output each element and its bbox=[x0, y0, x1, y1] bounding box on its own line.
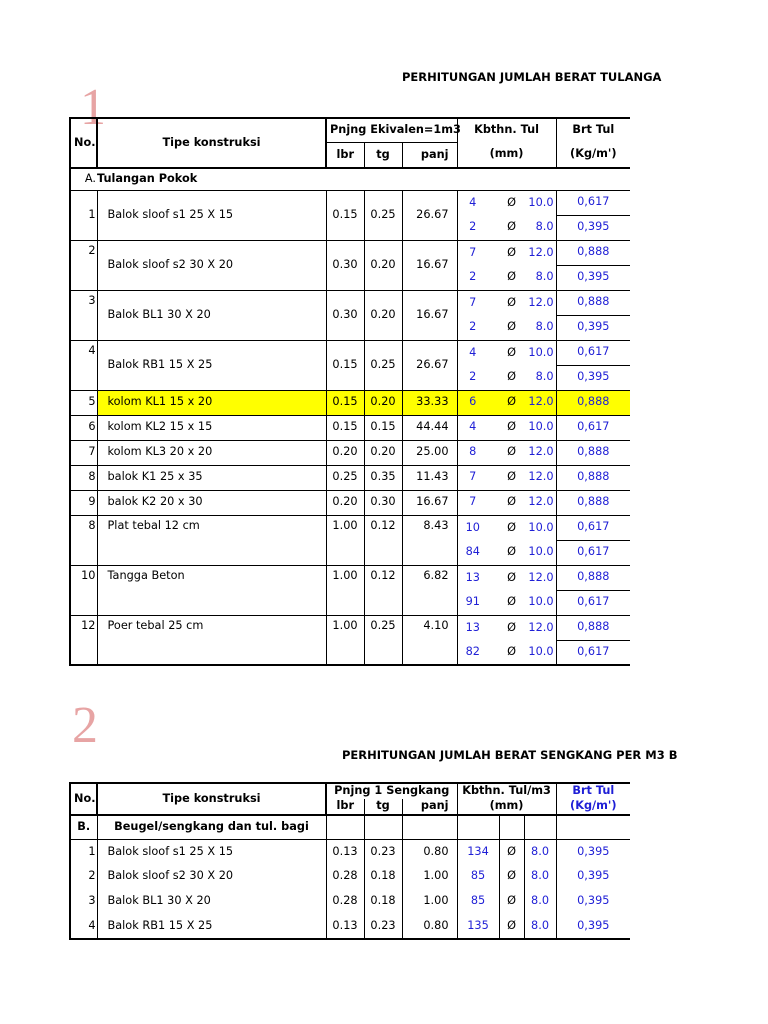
bar-unit-weight: 0,888 bbox=[556, 615, 630, 640]
bar-count: 85 bbox=[457, 889, 499, 914]
diameter-symbol: Ø bbox=[507, 295, 516, 309]
lbr-value: 1.00 bbox=[326, 615, 364, 665]
bar-diameter: 8.0 bbox=[524, 215, 556, 240]
bar-count: 85 bbox=[457, 864, 499, 889]
bar-diameter: 8.0 bbox=[524, 839, 556, 864]
bar-unit-weight: 0,617 bbox=[556, 515, 630, 540]
lbr-value: 0.15 bbox=[326, 340, 364, 390]
panj-value: 4.10 bbox=[402, 615, 457, 665]
diameter-symbol: Ø bbox=[507, 620, 516, 634]
empty-cell bbox=[499, 815, 524, 839]
bar-count: 134 bbox=[457, 839, 499, 864]
row-number: 6 bbox=[70, 415, 97, 440]
bar-diameter: 10.0 bbox=[524, 515, 556, 540]
table-row bbox=[70, 839, 630, 864]
bar-diameter: 12.0 bbox=[524, 240, 556, 265]
rebar-weight-table bbox=[69, 117, 630, 666]
construction-type: Balok sloof s1 25 X 15 bbox=[97, 190, 326, 240]
col-kgm-header: (Kg/m') bbox=[556, 142, 630, 168]
table-row bbox=[70, 190, 630, 215]
bar-diameter: 10.0 bbox=[524, 190, 556, 215]
bar-count: 7 bbox=[457, 490, 499, 515]
panj-value: 16.67 bbox=[402, 240, 457, 290]
col-mm-header: (mm) bbox=[457, 799, 556, 815]
diameter-symbol: Ø bbox=[499, 265, 524, 290]
section-1-title: PERHITUNGAN JUMLAH BERAT TULANGA bbox=[402, 70, 662, 84]
col-kbthn-header: Kbthn. Tul/m3 bbox=[457, 783, 556, 799]
tg-value: 0.23 bbox=[364, 914, 402, 939]
header-row-1 bbox=[70, 783, 630, 799]
panj-value: 1.00 bbox=[402, 889, 457, 914]
construction-type: Balok RB1 15 X 25 bbox=[97, 914, 326, 939]
lbr-value: 0.15 bbox=[326, 390, 364, 415]
tg-value: 0.20 bbox=[364, 440, 402, 465]
col-brt-header: Brt Tul bbox=[556, 783, 630, 799]
header-row-1 bbox=[70, 118, 630, 142]
row-number: 3 bbox=[70, 889, 97, 914]
lbr-value: 0.28 bbox=[326, 864, 364, 889]
lbr-value: 0.13 bbox=[326, 839, 364, 864]
bar-count: 7 bbox=[469, 295, 477, 309]
bar-unit-weight: 0,888 bbox=[556, 465, 630, 490]
construction-type: Balok sloof s2 30 X 20 bbox=[97, 240, 326, 290]
construction-type: Plat tebal 12 cm bbox=[97, 515, 326, 565]
lbr-value: 0.30 bbox=[326, 290, 364, 340]
bar-count: 2 bbox=[457, 315, 499, 340]
lbr-value: 0.30 bbox=[326, 240, 364, 290]
bar-diameter: 10.0 bbox=[524, 415, 556, 440]
empty-cell bbox=[364, 815, 402, 839]
group-number: B. bbox=[70, 815, 97, 839]
diameter-symbol: Ø bbox=[499, 590, 524, 615]
group-row bbox=[70, 815, 630, 839]
diameter-symbol: Ø bbox=[499, 390, 524, 415]
bar-count: 7 bbox=[469, 245, 477, 259]
bar-diameter: 12.0 bbox=[524, 290, 556, 315]
tg-value: 0.20 bbox=[364, 290, 402, 340]
diameter-symbol: Ø bbox=[499, 465, 524, 490]
bar-diameter: 12.0 bbox=[524, 615, 556, 640]
tg-value: 0.35 bbox=[364, 465, 402, 490]
row-number: 2 bbox=[70, 240, 97, 290]
panj-value: 16.67 bbox=[402, 290, 457, 340]
bar-unit-weight: 0,395 bbox=[577, 894, 610, 908]
diameter-symbol: Ø bbox=[499, 415, 524, 440]
diameter-symbol: Ø bbox=[499, 889, 524, 914]
table-row bbox=[70, 864, 630, 889]
bar-count: 2 bbox=[457, 265, 499, 290]
bar-count: 2 bbox=[457, 365, 499, 390]
diameter-symbol: Ø bbox=[499, 315, 524, 340]
row-number: 4 bbox=[70, 340, 97, 390]
diameter-symbol: Ø bbox=[499, 490, 524, 515]
lbr-value: 1.00 bbox=[326, 515, 364, 565]
construction-type: Balok RB1 15 X 25 bbox=[97, 340, 326, 390]
bar-unit-weight: 0,888 bbox=[556, 240, 630, 265]
bar-unit-weight: 0,395 bbox=[556, 914, 630, 939]
panj-value: 0.80 bbox=[402, 914, 457, 939]
bar-diameter: 8.0 bbox=[524, 889, 556, 914]
diameter-symbol: Ø bbox=[507, 245, 516, 259]
bar-diameter: 10.0 bbox=[524, 640, 556, 665]
group-label: Tulangan Pokok bbox=[97, 168, 630, 190]
row-number: 4 bbox=[70, 914, 97, 939]
panj-value: 8.43 bbox=[402, 515, 457, 565]
bar-count: 8 bbox=[457, 440, 499, 465]
table-row bbox=[70, 565, 630, 590]
bar-unit-weight: 0,395 bbox=[556, 215, 630, 240]
col-lbr-header: lbr bbox=[326, 799, 364, 815]
col-panj-header: panj bbox=[402, 799, 457, 815]
tg-value: 0.30 bbox=[364, 490, 402, 515]
diameter-symbol: Ø bbox=[499, 440, 524, 465]
col-panj-header: panj bbox=[402, 142, 457, 168]
diameter-symbol: Ø bbox=[499, 914, 524, 939]
bar-count: 135 bbox=[457, 914, 499, 939]
bar-diameter: 10.0 bbox=[524, 540, 556, 565]
table-row bbox=[70, 240, 630, 265]
bar-unit-weight: 0,888 bbox=[556, 490, 630, 515]
panj-value: 25.00 bbox=[402, 440, 457, 465]
table-row bbox=[70, 490, 630, 515]
row-number: 3 bbox=[70, 290, 97, 340]
group-label: Beugel/sengkang dan tul. bagi bbox=[97, 815, 326, 839]
table-row bbox=[70, 515, 630, 540]
col-mm-header: (mm) bbox=[457, 142, 556, 168]
row-number: 1 bbox=[70, 190, 97, 240]
col-kgm-header: (Kg/m') bbox=[556, 799, 630, 815]
diameter-symbol: Ø bbox=[499, 365, 524, 390]
tg-value: 0.25 bbox=[364, 340, 402, 390]
bar-count: 6 bbox=[457, 390, 499, 415]
bar-count: 4 bbox=[469, 345, 477, 359]
bar-unit-weight: 0,617 bbox=[556, 340, 630, 365]
table-row bbox=[70, 914, 630, 939]
col-brt-header: Brt Tul bbox=[556, 118, 630, 142]
diameter-symbol: Ø bbox=[499, 640, 524, 665]
lbr-value: 0.13 bbox=[326, 914, 364, 939]
construction-type: Tangga Beton bbox=[97, 565, 326, 615]
tg-value: 0.20 bbox=[364, 240, 402, 290]
bar-diameter: 8.0 bbox=[524, 315, 556, 340]
bar-unit-weight: 0,395 bbox=[556, 315, 630, 340]
table-row bbox=[70, 290, 630, 315]
col-tipe-header: Tipe konstruksi bbox=[97, 783, 326, 815]
panj-value: 11.43 bbox=[402, 465, 457, 490]
bar-unit-weight: 0,888 bbox=[556, 290, 630, 315]
construction-type: Balok sloof s2 30 X 20 bbox=[107, 869, 234, 883]
bar-diameter: 12.0 bbox=[524, 465, 556, 490]
bar-unit-weight: 0,888 bbox=[556, 565, 630, 590]
panj-value: 33.33 bbox=[402, 390, 457, 415]
col-tg-header: tg bbox=[364, 142, 402, 168]
lbr-value: 0.20 bbox=[326, 490, 364, 515]
diameter-symbol: Ø bbox=[507, 570, 516, 584]
construction-type: Poer tebal 25 cm bbox=[97, 615, 326, 665]
panj-value: 16.67 bbox=[402, 490, 457, 515]
bar-diameter: 12.0 bbox=[524, 565, 556, 590]
bar-unit-weight: 0,617 bbox=[556, 640, 630, 665]
row-number: 2 bbox=[70, 864, 97, 889]
section-2-title: PERHITUNGAN JUMLAH BERAT SENGKANG PER M3 B bbox=[342, 748, 678, 762]
bar-diameter: 10.0 bbox=[524, 340, 556, 365]
bar-count: 10 bbox=[465, 520, 480, 534]
col-no-header: No. bbox=[70, 118, 97, 168]
table-row bbox=[70, 415, 630, 440]
bar-unit-weight: 0,395 bbox=[556, 265, 630, 290]
bar-count: 84 bbox=[457, 540, 499, 565]
table-row bbox=[70, 889, 630, 914]
bar-unit-weight: 0,617 bbox=[556, 415, 630, 440]
lbr-value: 0.15 bbox=[326, 190, 364, 240]
col-kbthn-header: Kbthn. Tul bbox=[457, 118, 556, 142]
col-lbr-header: lbr bbox=[326, 142, 364, 168]
diameter-symbol: Ø bbox=[499, 839, 524, 864]
bar-diameter: 12.0 bbox=[524, 490, 556, 515]
bar-count: 82 bbox=[457, 640, 499, 665]
empty-cell bbox=[524, 815, 556, 839]
bar-diameter: 8.0 bbox=[524, 265, 556, 290]
row-number: 7 bbox=[70, 440, 97, 465]
panj-value: 26.67 bbox=[402, 340, 457, 390]
col-no-header: No. bbox=[70, 783, 97, 815]
table-row bbox=[70, 465, 630, 490]
col-tipe-header: Tipe konstruksi bbox=[97, 118, 326, 168]
col-pnjng-header: Pnjng Ekivalen=1m3 bbox=[326, 118, 457, 142]
empty-cell bbox=[457, 815, 499, 839]
row-number: 9 bbox=[70, 490, 97, 515]
bar-unit-weight: 0,395 bbox=[556, 365, 630, 390]
row-number: 8 bbox=[70, 515, 97, 565]
panj-value: 6.82 bbox=[402, 565, 457, 615]
table-row bbox=[70, 615, 630, 640]
bar-diameter: 12.0 bbox=[524, 390, 556, 415]
tg-value: 0.12 bbox=[364, 565, 402, 615]
bar-unit-weight: 0,617 bbox=[556, 540, 630, 565]
bar-diameter: 12.0 bbox=[524, 440, 556, 465]
diameter-symbol: Ø bbox=[499, 540, 524, 565]
table-row bbox=[70, 340, 630, 365]
diameter-symbol: Ø bbox=[499, 215, 524, 240]
bar-count: 7 bbox=[457, 465, 499, 490]
tg-value: 0.18 bbox=[364, 864, 402, 889]
row-number: 1 bbox=[70, 839, 97, 864]
tg-value: 0.15 bbox=[364, 415, 402, 440]
lbr-value: 0.25 bbox=[326, 465, 364, 490]
construction-type: Balok BL1 30 X 20 bbox=[97, 290, 326, 340]
bar-count: 4 bbox=[457, 415, 499, 440]
group-row bbox=[70, 168, 630, 190]
diameter-symbol: Ø bbox=[507, 520, 516, 534]
panj-value: 1.00 bbox=[402, 864, 457, 889]
bar-unit-weight: 0,888 bbox=[556, 440, 630, 465]
row-number: 10 bbox=[70, 565, 97, 615]
table-row bbox=[70, 440, 630, 465]
construction-type: kolom KL3 20 x 20 bbox=[97, 440, 326, 465]
tg-value: 0.12 bbox=[364, 515, 402, 565]
empty-cell bbox=[326, 815, 364, 839]
bar-unit-weight: 0,888 bbox=[556, 390, 630, 415]
bar-diameter: 8.0 bbox=[524, 914, 556, 939]
col-pnjng-header: Pnjng 1 Sengkang bbox=[326, 783, 457, 799]
construction-type: kolom KL2 15 x 15 bbox=[97, 415, 326, 440]
empty-cell bbox=[402, 815, 457, 839]
bar-unit-weight: 0,617 bbox=[556, 590, 630, 615]
tg-value: 0.18 bbox=[364, 889, 402, 914]
construction-type: kolom KL1 15 x 20 bbox=[97, 390, 326, 415]
bar-diameter: 8.0 bbox=[524, 864, 556, 889]
tg-value: 0.25 bbox=[364, 190, 402, 240]
lbr-value: 0.20 bbox=[326, 440, 364, 465]
tg-value: 0.25 bbox=[364, 615, 402, 665]
row-number: 12 bbox=[70, 615, 97, 665]
bar-count: 91 bbox=[457, 590, 499, 615]
bar-unit-weight: 0,395 bbox=[577, 869, 610, 883]
construction-type: Balok BL1 30 X 20 bbox=[107, 894, 211, 908]
bar-diameter: 8.0 bbox=[524, 365, 556, 390]
bar-count: 4 bbox=[469, 195, 477, 209]
diameter-symbol: Ø bbox=[507, 195, 516, 209]
bar-unit-weight: 0,395 bbox=[577, 844, 610, 858]
bar-diameter: 10.0 bbox=[524, 590, 556, 615]
construction-type: balok K1 25 x 35 bbox=[97, 465, 326, 490]
bar-count: 13 bbox=[465, 620, 480, 634]
panj-value: 44.44 bbox=[402, 415, 457, 440]
tg-value: 0.20 bbox=[364, 390, 402, 415]
bar-unit-weight: 0,617 bbox=[556, 190, 630, 215]
section-1-marker: 1 bbox=[80, 79, 106, 136]
diameter-symbol: Ø bbox=[499, 864, 524, 889]
lbr-value: 1.00 bbox=[326, 565, 364, 615]
construction-type: balok K2 20 x 30 bbox=[97, 490, 326, 515]
stirrup-weight-table bbox=[69, 782, 630, 940]
bar-count: 13 bbox=[465, 570, 480, 584]
section-2-marker: 2 bbox=[72, 697, 98, 754]
row-number: 8 bbox=[70, 465, 97, 490]
col-tg-header: tg bbox=[364, 799, 402, 815]
panj-value: 26.67 bbox=[402, 190, 457, 240]
construction-type: Balok sloof s1 25 X 15 bbox=[107, 844, 234, 858]
table-row bbox=[70, 390, 630, 415]
diameter-symbol: Ø bbox=[507, 345, 516, 359]
row-number: 5 bbox=[70, 390, 97, 415]
lbr-value: 0.15 bbox=[326, 415, 364, 440]
tg-value: 0.23 bbox=[364, 839, 402, 864]
empty-cell bbox=[556, 815, 630, 839]
panj-value: 0.80 bbox=[402, 839, 457, 864]
group-number: A. bbox=[70, 168, 97, 190]
bar-count: 2 bbox=[457, 215, 499, 240]
lbr-value: 0.28 bbox=[326, 889, 364, 914]
